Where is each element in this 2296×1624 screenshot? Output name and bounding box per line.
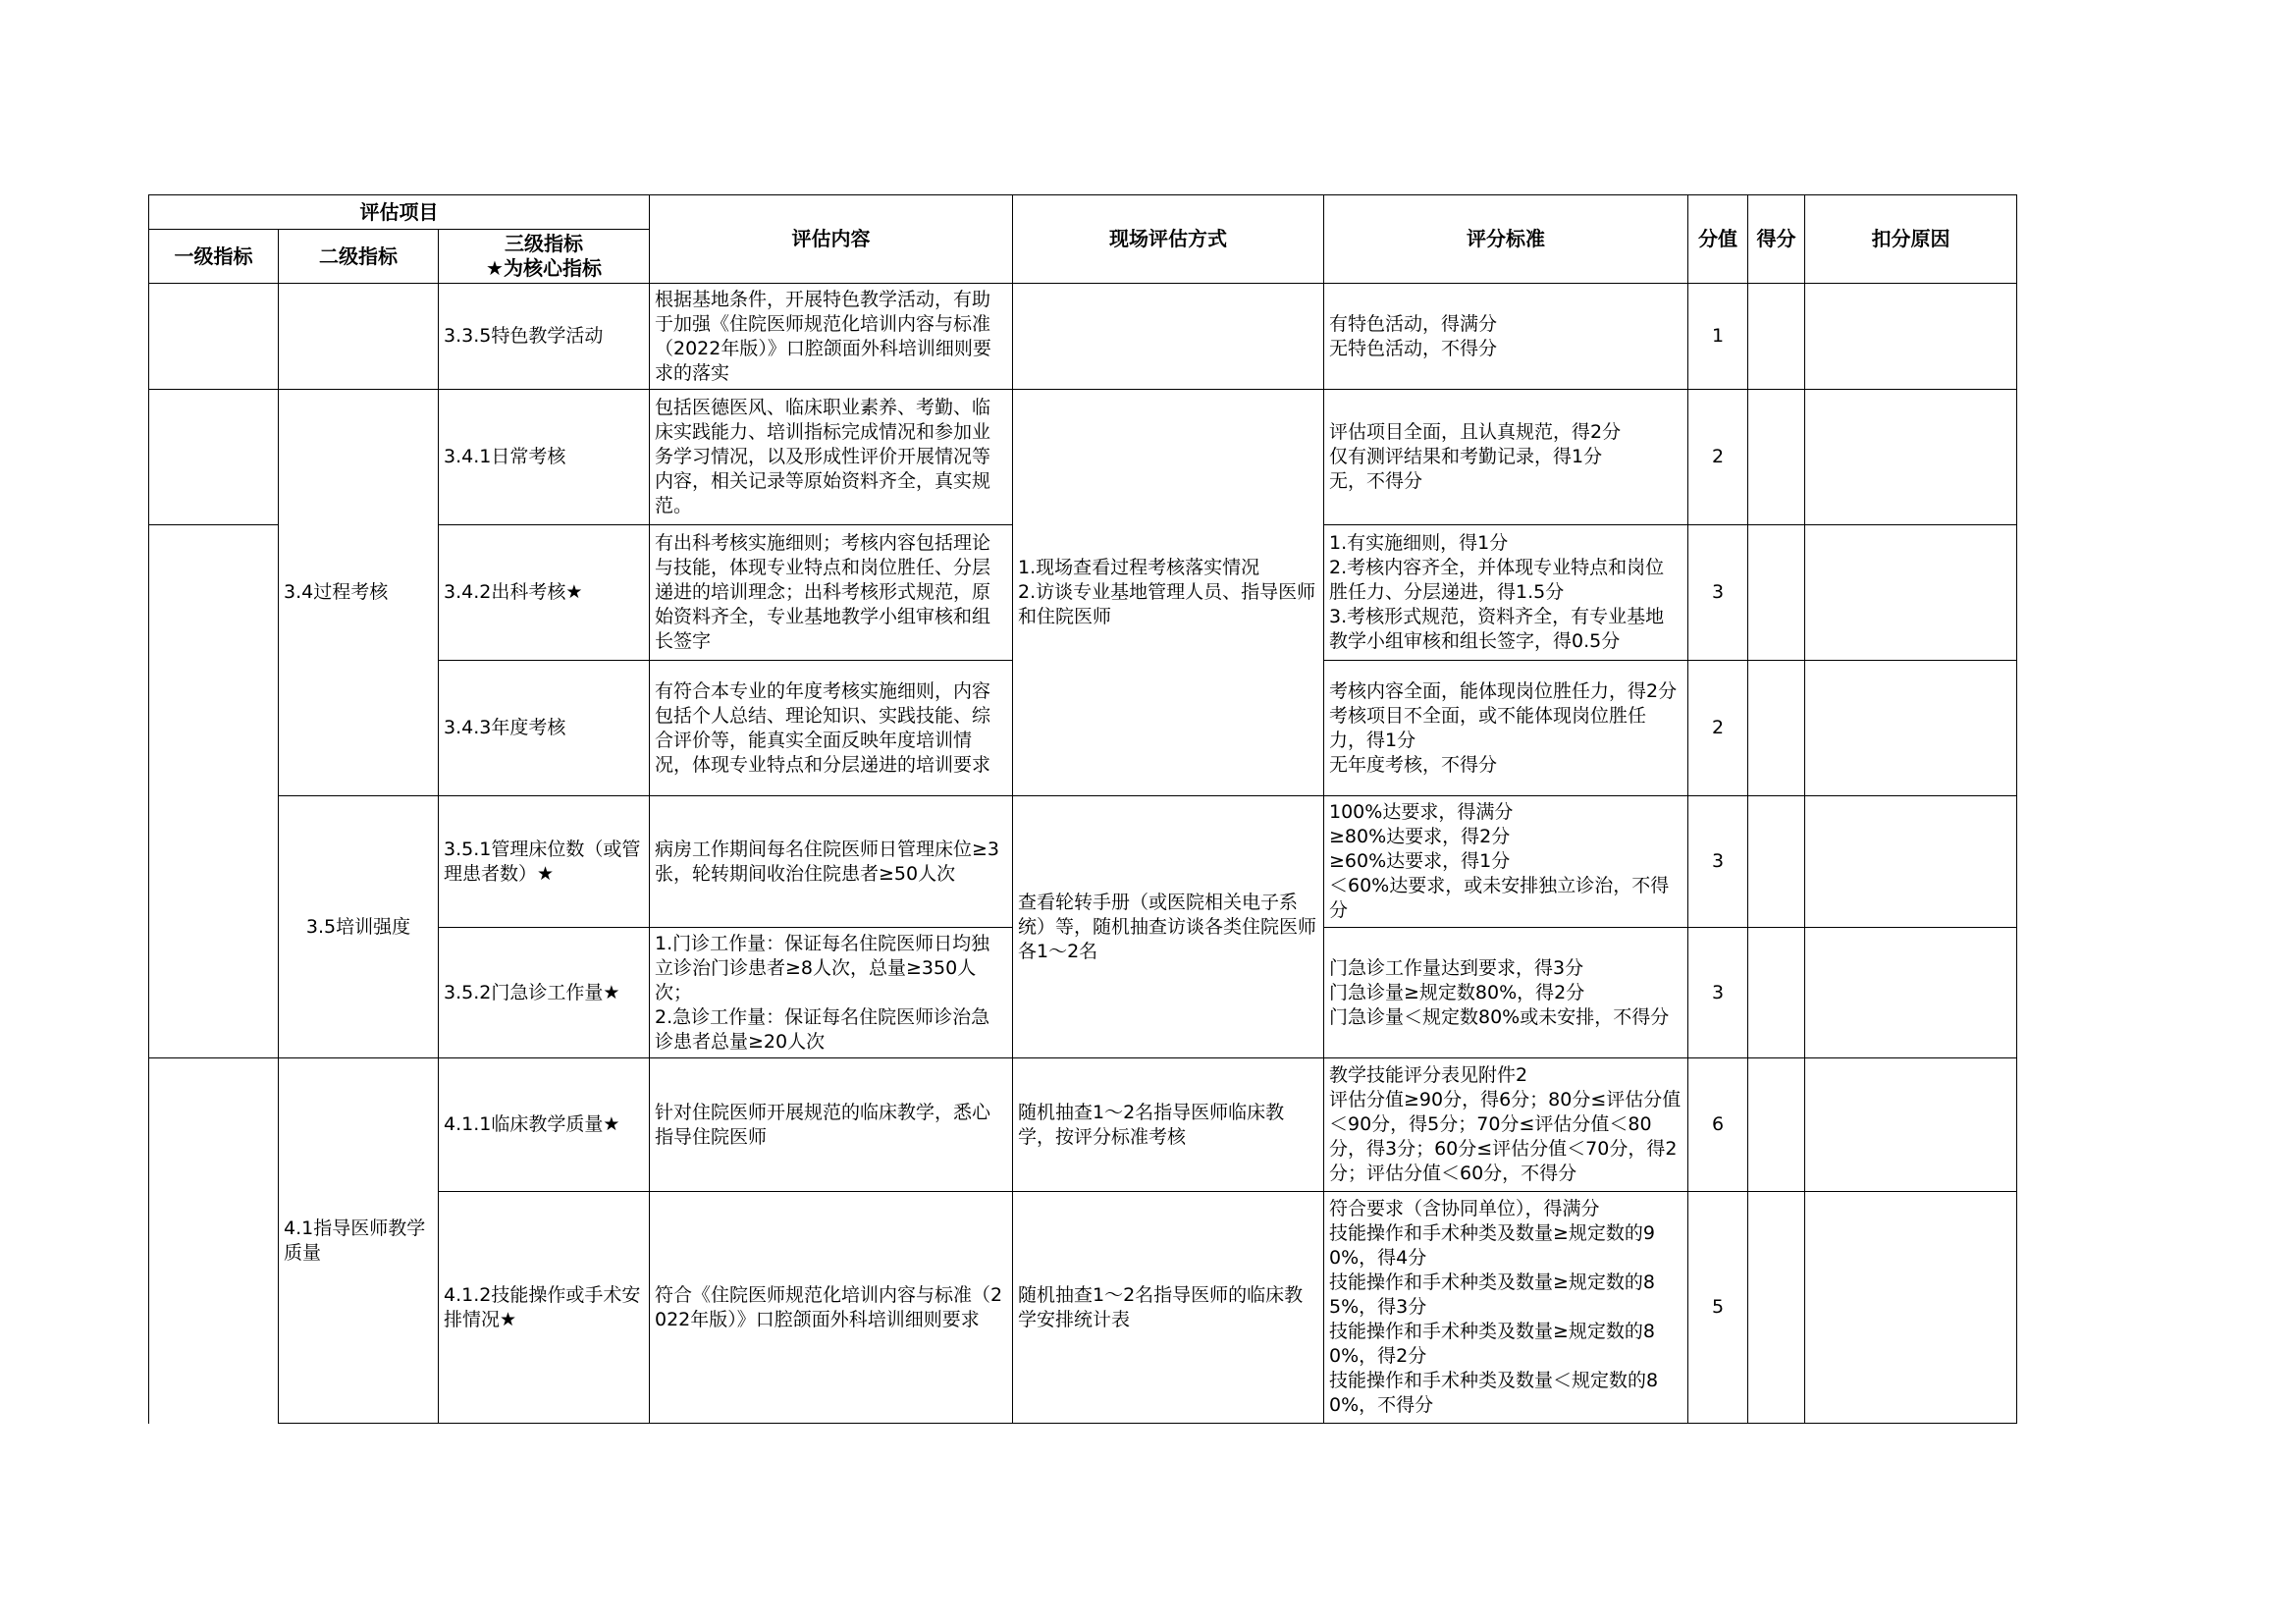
method-cell: 随机抽查1～2名指导医师临床教学，按评分标准考核	[1013, 1058, 1324, 1192]
content-cell: 根据基地条件，开展特色教学活动，有助于加强《住院医师规范化培训内容与标准（2022年版）》口腔颌面外科培训细则要求的落实	[650, 284, 1013, 390]
header-level2: 二级指标	[279, 230, 439, 284]
reason-cell	[1805, 796, 2017, 928]
score-cell: 2	[1688, 390, 1748, 525]
criteria-cell: 门急诊工作量达到要求，得3分 门急诊量≥规定数80%，得2分 门急诊量＜规定数80%或未安排，不得分	[1324, 928, 1688, 1058]
got-cell	[1748, 661, 1805, 796]
content-cell: 有出科考核实施细则；考核内容包括理论与技能，体现专业特点和岗位胜任、分层递进的培训理念；出科考核形式规范，原始资料齐全，专业基地教学小组审核和组长签字	[650, 525, 1013, 661]
reason-cell	[1805, 284, 2017, 390]
score-cell: 1	[1688, 284, 1748, 390]
header-group: 评估项目	[149, 195, 650, 230]
level3-cell: 4.1.1临床教学质量★	[439, 1058, 650, 1192]
criteria-cell: 1.有实施细则，得1分 2.考核内容齐全，并体现专业特点和岗位胜任力、分层递进，得1.5分 3.考核形式规范，资料齐全，有专业基地教学小组审核和组长签字，得0.5分	[1324, 525, 1688, 661]
reason-cell	[1805, 661, 2017, 796]
content-cell: 针对住院医师开展规范的临床教学，悉心指导住院医师	[650, 1058, 1013, 1192]
table-row	[149, 284, 2017, 390]
reason-cell	[1805, 1058, 2017, 1192]
criteria-cell: 教学技能评分表见附件2 评估分值≥90分，得6分；80分≤评估分值＜90分，得5分；70分≤评估分值＜80分，得3分；60分≤评估分值＜70分，得2分；评估分值＜60分，不得分	[1324, 1058, 1688, 1192]
header-level3	[439, 230, 650, 284]
criteria-cell: 符合要求（含协同单位），得满分 技能操作和手术种类及数量≥规定数的90%，得4分 技能操作和手术种类及数量≥规定数的85%，得3分 技能操作和手术种类及数量≥规定数的80%，得2分 技能操作和手术种类及数量＜规定数的80%，不得分	[1324, 1192, 1688, 1424]
level1-cell	[149, 284, 279, 390]
method-cell: 查看轮转手册（或医院相关电子系统）等，随机抽查访谈各类住院医师各1～2名	[1013, 796, 1324, 1058]
header-reason: 扣分原因	[1805, 195, 2017, 284]
level1-cell	[149, 1058, 279, 1424]
method-cell: 1.现场查看过程考核落实情况 2.访谈专业基地管理人员、指导医师和住院医师	[1013, 390, 1324, 796]
level3-cell: 3.3.5特色教学活动	[439, 284, 650, 390]
score-cell: 5	[1688, 1192, 1748, 1424]
evaluation-table	[148, 194, 2017, 1424]
level2-cell: 4.1指导医师教学质量	[279, 1058, 439, 1424]
header-method: 现场评估方式	[1013, 195, 1324, 284]
score-cell: 2	[1688, 661, 1748, 796]
content-cell: 符合《住院医师规范化培训内容与标准（2022年版）》口腔颌面外科培训细则要求	[650, 1192, 1013, 1424]
criteria-cell: 100%达要求，得满分 ≥80%达要求，得2分 ≥60%达要求，得1分 ＜60%达要求，或未安排独立诊治，不得分	[1324, 796, 1688, 928]
header-score: 分值	[1688, 195, 1748, 284]
got-cell	[1748, 390, 1805, 525]
level1-cell	[149, 390, 279, 525]
got-cell	[1748, 928, 1805, 1058]
header-content: 评估内容	[650, 195, 1013, 284]
header-criteria: 评分标准	[1324, 195, 1688, 284]
level2-cell	[279, 284, 439, 390]
content-cell: 1.门诊工作量：保证每名住院医师日均独立诊治门诊患者≥8人次，总量≥350人次； 2.急诊工作量：保证每名住院医师诊治急诊患者总量≥20人次	[650, 928, 1013, 1058]
score-cell: 6	[1688, 1058, 1748, 1192]
method-cell: 随机抽查1～2名指导医师的临床教学安排统计表	[1013, 1192, 1324, 1424]
table-row	[149, 796, 2017, 928]
score-cell: 3	[1688, 796, 1748, 928]
got-cell	[1748, 1192, 1805, 1424]
got-cell	[1748, 796, 1805, 928]
criteria-cell: 考核内容全面，能体现岗位胜任力，得2分 考核项目不全面，或不能体现岗位胜任力，得1分 无年度考核，不得分	[1324, 661, 1688, 796]
method-cell	[1013, 284, 1324, 390]
content-cell: 病房工作期间每名住院医师日管理床位≥3张，轮转期间收治住院患者≥50人次	[650, 796, 1013, 928]
header-level1: 一级指标	[149, 230, 279, 284]
criteria-cell: 有特色活动，得满分 无特色活动，不得分	[1324, 284, 1688, 390]
header-got: 得分	[1748, 195, 1805, 284]
header-level3-line1: 三级指标	[505, 232, 583, 255]
level3-cell: 4.1.2技能操作或手术安排情况★	[439, 1192, 650, 1424]
reason-cell	[1805, 525, 2017, 661]
content-cell: 有符合本专业的年度考核实施细则，内容包括个人总结、理论知识、实践技能、综合评价等，能真实全面反映年度培训情况，体现专业特点和分层递进的培训要求	[650, 661, 1013, 796]
level2-cell: 3.4过程考核	[279, 390, 439, 796]
criteria-cell: 评估项目全面，且认真规范，得2分 仅有测评结果和考勤记录，得1分 无，不得分	[1324, 390, 1688, 525]
reason-cell	[1805, 1192, 2017, 1424]
got-cell	[1748, 284, 1805, 390]
got-cell	[1748, 525, 1805, 661]
level3-cell: 3.4.1日常考核	[439, 390, 650, 525]
level3-cell: 3.5.2门急诊工作量★	[439, 928, 650, 1058]
level3-cell: 3.4.3年度考核	[439, 661, 650, 796]
score-cell: 3	[1688, 928, 1748, 1058]
header-level3-line2: ★为核心指标	[486, 256, 602, 280]
score-cell: 3	[1688, 525, 1748, 661]
level3-cell: 3.4.2出科考核★	[439, 525, 650, 661]
level2-cell: 3.5培训强度	[279, 796, 439, 1058]
level3-cell: 3.5.1管理床位数（或管理患者数）★	[439, 796, 650, 928]
level1-cell	[149, 525, 279, 1058]
reason-cell	[1805, 928, 2017, 1058]
table-row	[149, 1058, 2017, 1192]
table-row	[149, 390, 2017, 525]
content-cell: 包括医德医风、临床职业素养、考勤、临床实践能力、培训指标完成情况和参加业务学习情况，以及形成性评价开展情况等内容，相关记录等原始资料齐全，真实规范。	[650, 390, 1013, 525]
reason-cell	[1805, 390, 2017, 525]
got-cell	[1748, 1058, 1805, 1192]
